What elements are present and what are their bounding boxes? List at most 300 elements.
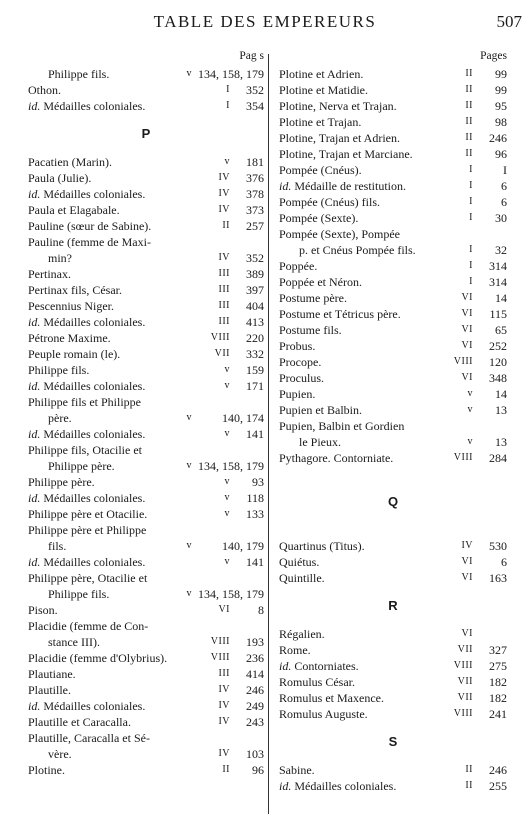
- entry-name: Philippe fils, Otacilie et: [28, 443, 142, 457]
- index-entry: [279, 98, 507, 114]
- entry-name: id. Médailles coloniales.: [28, 427, 146, 441]
- entry-name: Pompée (Cnéus).: [279, 163, 362, 177]
- entry-name: Plotine, Trajan et Adrien.: [279, 131, 400, 145]
- entry-name: le Pieux.: [299, 435, 341, 449]
- entry-name: stance III).: [48, 635, 100, 649]
- entry-volume: IV: [218, 252, 230, 263]
- entry-volume: VI: [461, 340, 473, 351]
- entry-name: p. et Cnéus Pompée fils.: [299, 243, 416, 257]
- entry-volume: II: [465, 780, 473, 791]
- entry-name: Pompée (Sexte).: [279, 211, 359, 225]
- index-entry: [279, 370, 507, 386]
- entry-volume: VIII: [210, 636, 230, 647]
- entry-volume: VI: [218, 604, 230, 615]
- entry-page: 257: [246, 219, 264, 233]
- entry-page: 6: [501, 555, 507, 569]
- entry-name: Quiétus.: [279, 555, 320, 569]
- index-entry: [28, 202, 264, 218]
- entry-page: 6: [501, 179, 507, 193]
- index-entry: [28, 82, 264, 98]
- entry-name: Pupien, Balbin et Gordien: [279, 419, 405, 433]
- entry-page: 327: [489, 643, 507, 657]
- entry-volume: III: [218, 284, 230, 295]
- index-entry: [279, 570, 507, 586]
- index-entry: [279, 658, 507, 674]
- index-entry: [279, 554, 507, 570]
- index-entry: [28, 634, 264, 650]
- entry-page: 118: [246, 491, 264, 505]
- entry-page: 98: [495, 115, 507, 129]
- entry-volume: VIII: [453, 452, 473, 463]
- entry-page: 389: [246, 267, 264, 281]
- entry-page: 241: [489, 707, 507, 721]
- entry-page: 141: [246, 555, 264, 569]
- index-entry: [28, 394, 264, 410]
- entry-page: 96: [252, 763, 264, 777]
- index-entry: [28, 714, 264, 730]
- index-entry: [28, 602, 264, 618]
- entry-page: 13: [495, 403, 507, 417]
- entry-name: Placidie (femme d'Olybrius).: [28, 651, 168, 665]
- entry-name: Poppée.: [279, 259, 318, 273]
- entry-volume: III: [218, 316, 230, 327]
- entry-page: 141: [246, 427, 264, 441]
- entry-volume: VI: [461, 372, 473, 383]
- entry-volume: I: [469, 180, 473, 191]
- entry-name: id. Médailles coloniales.: [28, 315, 146, 329]
- entry-name: Philippe père.: [28, 475, 95, 489]
- entry-volume: II: [465, 116, 473, 127]
- entry-page: 255: [489, 779, 507, 793]
- index-entry: [279, 82, 507, 98]
- entry-page: 6: [501, 195, 507, 209]
- index-entry: [279, 674, 507, 690]
- entry-page: 163: [489, 571, 507, 585]
- entry-name: Pupien et Balbin.: [279, 403, 362, 417]
- entry-volume: v: [224, 380, 230, 391]
- index-entry: [279, 642, 507, 658]
- entry-page: 352: [246, 251, 264, 265]
- index-entry: [28, 154, 264, 170]
- entry-page: 159: [246, 363, 264, 377]
- index-entry: [279, 626, 507, 642]
- entry-name: Pauline (femme de Maxi-: [28, 235, 151, 249]
- index-entry: [28, 234, 264, 250]
- index-entry: [279, 322, 507, 338]
- index-entry: [28, 282, 264, 298]
- entry-page: 397: [246, 283, 264, 297]
- entry-name: Plotine et Matidie.: [279, 83, 368, 97]
- index-entry: [28, 298, 264, 314]
- right-entries: [279, 66, 507, 794]
- index-entry: [28, 746, 264, 762]
- entry-page: 95: [495, 99, 507, 113]
- entry-name: Plotine.: [28, 763, 66, 777]
- entry-page: 14: [495, 291, 507, 305]
- index-entry: [28, 490, 264, 506]
- entry-volume: II: [222, 764, 230, 775]
- entry-volume: v: [224, 476, 230, 487]
- index-entry: [279, 258, 507, 274]
- index-entry: [28, 442, 264, 458]
- entry-volume: IV: [461, 540, 473, 551]
- index-entry: [279, 226, 507, 242]
- entry-page: 284: [489, 451, 507, 465]
- entry-page: 134, 158, 179: [198, 459, 264, 473]
- spacer: [279, 522, 507, 538]
- index-entry: [279, 194, 507, 210]
- entry-volume: VIII: [210, 332, 230, 343]
- entry-name: id. Médailles coloniales.: [28, 699, 146, 713]
- entry-page: 376: [246, 171, 264, 185]
- entry-volume: VI: [461, 628, 473, 639]
- entry-volume: v: [467, 404, 473, 415]
- entry-name: Postume et Tétricus père.: [279, 307, 401, 321]
- index-entry: [28, 66, 264, 82]
- column-divider: [268, 54, 269, 814]
- entry-name: Philippe père et Otacilie.: [28, 507, 148, 521]
- entry-volume: II: [222, 220, 230, 231]
- index-entry: [28, 522, 264, 538]
- index-entry: [279, 178, 507, 194]
- entry-page: 120: [489, 355, 507, 369]
- entry-name: Pescennius Niger.: [28, 299, 114, 313]
- entry-volume: VII: [457, 644, 473, 655]
- index-entry: [279, 146, 507, 162]
- entry-page: 93: [252, 475, 264, 489]
- left-column-header: Pag s: [239, 50, 264, 62]
- index-entry: [28, 314, 264, 330]
- entry-volume: I: [469, 260, 473, 271]
- entry-name: Philippe père.: [48, 459, 115, 473]
- index-entry: [28, 218, 264, 234]
- index-entry: [28, 554, 264, 570]
- entry-name: Plautille et Caracalla.: [28, 715, 131, 729]
- entry-page: 314: [489, 275, 507, 289]
- entry-volume: I: [469, 244, 473, 255]
- entry-page: 134, 158, 179: [198, 587, 264, 601]
- entry-name: Rome.: [279, 643, 311, 657]
- entry-volume: v: [186, 68, 192, 79]
- entry-name: Philippe père, Otacilie et: [28, 571, 148, 585]
- entry-name: fils.: [48, 539, 67, 553]
- entry-name: Pompée (Sexte), Pompée: [279, 227, 400, 241]
- entry-volume: VIII: [210, 652, 230, 663]
- entry-volume: VI: [461, 292, 473, 303]
- entry-name: Placidie (femme de Con-: [28, 619, 149, 633]
- entry-page: 243: [246, 715, 264, 729]
- index-entry: [279, 762, 507, 778]
- entry-name: Philippe fils et Philippe: [28, 395, 141, 409]
- entry-volume: v: [224, 364, 230, 375]
- index-entry: [28, 426, 264, 442]
- entry-page: 530: [489, 539, 507, 553]
- entry-name: Pythagore. Contorniate.: [279, 451, 394, 465]
- entry-volume: VI: [461, 572, 473, 583]
- left-entries: [28, 66, 264, 778]
- index-entry: [28, 362, 264, 378]
- entry-name: Paula (Julie).: [28, 171, 92, 185]
- entry-page: 115: [489, 307, 507, 321]
- entry-volume: VII: [214, 348, 230, 359]
- index-entry: [28, 170, 264, 186]
- index-entry: [279, 210, 507, 226]
- entry-volume: IV: [218, 748, 230, 759]
- entry-page: 96: [495, 147, 507, 161]
- index-entry: [279, 386, 507, 402]
- index-entry: [28, 698, 264, 714]
- index-entry: [279, 242, 507, 258]
- entry-page: 99: [495, 83, 507, 97]
- entry-name: Othon.: [28, 83, 61, 97]
- index-entry: [28, 378, 264, 394]
- entry-name: Sabine.: [279, 763, 315, 777]
- index-entry: [279, 402, 507, 418]
- index-entry: [28, 410, 264, 426]
- entry-name: Plautille, Caracalla et Sé-: [28, 731, 150, 745]
- right-column: [279, 50, 507, 794]
- index-entry: [28, 474, 264, 490]
- entry-page: 414: [246, 667, 264, 681]
- entry-volume: v: [467, 436, 473, 447]
- entry-page: 140, 179: [222, 539, 264, 553]
- entry-volume: v: [224, 156, 230, 167]
- entry-page: 32: [495, 243, 507, 257]
- index-entry: [279, 538, 507, 554]
- entry-name: Pertinax fils, César.: [28, 283, 122, 297]
- index-entry: [279, 354, 507, 370]
- entry-name: Philippe fils.: [48, 587, 110, 601]
- entry-page: 249: [246, 699, 264, 713]
- entry-name: vère.: [48, 747, 72, 761]
- entry-volume: I: [226, 84, 230, 95]
- index-entry: [28, 538, 264, 554]
- entry-volume: II: [465, 148, 473, 159]
- entry-name: Pertinax.: [28, 267, 71, 281]
- entry-name: Plautiane.: [28, 667, 76, 681]
- entry-name: Romulus Auguste.: [279, 707, 368, 721]
- entry-name: id. Contorniates.: [279, 659, 359, 673]
- entry-page: 373: [246, 203, 264, 217]
- index-entry: [279, 114, 507, 130]
- index-entry: [28, 618, 264, 634]
- entry-page: 182: [489, 691, 507, 705]
- entry-name: Plotine, Trajan et Marciane.: [279, 147, 413, 161]
- entry-volume: v: [467, 388, 473, 399]
- entry-page: 193: [246, 635, 264, 649]
- entry-name: Régalien.: [279, 627, 325, 641]
- entry-name: id. Médailles coloniales.: [28, 555, 146, 569]
- entry-volume: v: [186, 412, 192, 423]
- entry-volume: II: [465, 764, 473, 775]
- entry-volume: v: [186, 460, 192, 471]
- entry-page: 171: [246, 379, 264, 393]
- entry-page: 65: [495, 323, 507, 337]
- entry-page: 99: [495, 67, 507, 81]
- entry-volume: v: [224, 556, 230, 567]
- entry-name: Probus.: [279, 339, 316, 353]
- index-entry: [28, 666, 264, 682]
- entry-name: Peuple romain (le).: [28, 347, 121, 361]
- entry-volume: I: [469, 212, 473, 223]
- entry-name: Plautille.: [28, 683, 71, 697]
- entry-name: père.: [48, 411, 72, 425]
- entry-name: Pacatien (Marin).: [28, 155, 112, 169]
- entry-volume: I: [469, 276, 473, 287]
- entry-name: Quartinus (Titus).: [279, 539, 365, 553]
- index-entry: [28, 586, 264, 602]
- index-entry: [28, 186, 264, 202]
- entry-page: 14: [495, 387, 507, 401]
- entry-volume: VI: [461, 308, 473, 319]
- index-entry: [279, 306, 507, 322]
- index-entry: [28, 762, 264, 778]
- entry-name: id. Médailles coloniales.: [28, 491, 146, 505]
- entry-page: 332: [246, 347, 264, 361]
- index-entry: [279, 66, 507, 82]
- entry-volume: I: [469, 164, 473, 175]
- index-entry: [28, 266, 264, 282]
- entry-volume: IV: [218, 188, 230, 199]
- entry-name: Philippe fils.: [28, 363, 90, 377]
- entry-page: 246: [489, 763, 507, 777]
- entry-volume: I: [469, 196, 473, 207]
- entry-page: 246: [246, 683, 264, 697]
- entry-volume: II: [465, 100, 473, 111]
- section-letter: Q: [387, 494, 399, 509]
- index-entry: [279, 274, 507, 290]
- entry-name: Romulus César.: [279, 675, 356, 689]
- page-title: TABLE DES EMPEREURS: [153, 12, 377, 31]
- entry-name: Plotine et Trajan.: [279, 115, 362, 129]
- entry-name: Proculus.: [279, 371, 324, 385]
- index-entry: [28, 570, 264, 586]
- entry-name: Paula et Elagabale.: [28, 203, 120, 217]
- entry-volume: II: [465, 68, 473, 79]
- entry-page: 181: [246, 155, 264, 169]
- entry-name: id. Médailles coloniales.: [279, 779, 397, 793]
- entry-page: 314: [489, 259, 507, 273]
- index-entry: [28, 682, 264, 698]
- entry-volume: VI: [461, 556, 473, 567]
- entry-name: Pison.: [28, 603, 58, 617]
- entry-name: id. Médaille de restitution.: [279, 179, 406, 193]
- index-entry: [279, 162, 507, 178]
- index-entry: [28, 330, 264, 346]
- index-entry: [279, 706, 507, 722]
- index-entry: [279, 434, 507, 450]
- entry-volume: II: [465, 132, 473, 143]
- left-column: [28, 50, 264, 778]
- entry-page: 13: [495, 435, 507, 449]
- entry-page: 133: [246, 507, 264, 521]
- index-entry: [279, 338, 507, 354]
- entry-name: Plotine, Nerva et Trajan.: [279, 99, 397, 113]
- entry-name: id. Médailles coloniales.: [28, 99, 146, 113]
- entry-volume: III: [218, 268, 230, 279]
- entry-volume: VIII: [453, 356, 473, 367]
- entry-page: 404: [246, 299, 264, 313]
- entry-page: 182: [489, 675, 507, 689]
- entry-volume: VIII: [453, 708, 473, 719]
- entry-name: Procope.: [279, 355, 322, 369]
- entry-volume: v: [186, 540, 192, 551]
- index-entry: [279, 418, 507, 434]
- entry-volume: VII: [457, 676, 473, 687]
- entry-name: Postume père.: [279, 291, 347, 305]
- entry-page: 140, 174: [222, 411, 264, 425]
- entry-page: 252: [489, 339, 507, 353]
- entry-page: 354: [246, 99, 264, 113]
- entry-page: 8: [258, 603, 264, 617]
- index-entry: [28, 458, 264, 474]
- index-entry: [28, 650, 264, 666]
- entry-name: Plotine et Adrien.: [279, 67, 364, 81]
- index-entry: [279, 690, 507, 706]
- index-entry: [279, 290, 507, 306]
- entry-page: 134, 158, 179: [198, 67, 264, 81]
- entry-volume: III: [218, 300, 230, 311]
- entry-page: 103: [246, 747, 264, 761]
- index-entry: [279, 450, 507, 466]
- entry-volume: v: [224, 508, 230, 519]
- entry-volume: v: [186, 588, 192, 599]
- index-entry: [28, 346, 264, 362]
- entry-name: Postume fils.: [279, 323, 342, 337]
- entry-page: 220: [246, 331, 264, 345]
- spacer: [279, 466, 507, 482]
- entry-page: 246: [489, 131, 507, 145]
- entry-volume: IV: [218, 716, 230, 727]
- entry-name: Philippe fils.: [48, 67, 110, 81]
- entry-volume: VI: [461, 324, 473, 335]
- entry-name: Poppée et Néron.: [279, 275, 362, 289]
- entry-page: 413: [246, 315, 264, 329]
- entry-volume: IV: [218, 172, 230, 183]
- entry-volume: IV: [218, 700, 230, 711]
- index-entry: [28, 506, 264, 522]
- entry-volume: VIII: [453, 660, 473, 671]
- entry-page: 348: [489, 371, 507, 385]
- section-letter: S: [388, 734, 398, 749]
- entry-name: Romulus et Maxence.: [279, 691, 384, 705]
- entry-name: Pauline (sœur de Sabine).: [28, 219, 152, 233]
- right-column-header: Pages: [480, 50, 507, 62]
- entry-name: id. Médailles coloniales.: [28, 187, 146, 201]
- index-entry: [279, 130, 507, 146]
- entry-name: Pompée (Cnéus) fils.: [279, 195, 380, 209]
- entry-volume: III: [218, 668, 230, 679]
- entry-page: 30: [495, 211, 507, 225]
- entry-name: min?: [48, 251, 72, 265]
- entry-page: 352: [246, 83, 264, 97]
- entry-page: 378: [246, 187, 264, 201]
- entry-name: Pupien.: [279, 387, 316, 401]
- entry-name: id. Médailles coloniales.: [28, 379, 146, 393]
- index-entry: [279, 778, 507, 794]
- entry-volume: IV: [218, 204, 230, 215]
- entry-volume: VII: [457, 692, 473, 703]
- section-letter: R: [388, 598, 398, 613]
- section-letter: P: [141, 126, 151, 141]
- entry-volume: v: [224, 492, 230, 503]
- entry-volume: IV: [218, 684, 230, 695]
- entry-volume: I: [226, 100, 230, 111]
- entry-page: 275: [489, 659, 507, 673]
- entry-name: Pétrone Maxime.: [28, 331, 111, 345]
- index-entry: [28, 730, 264, 746]
- entry-name: Philippe père et Philippe: [28, 523, 147, 537]
